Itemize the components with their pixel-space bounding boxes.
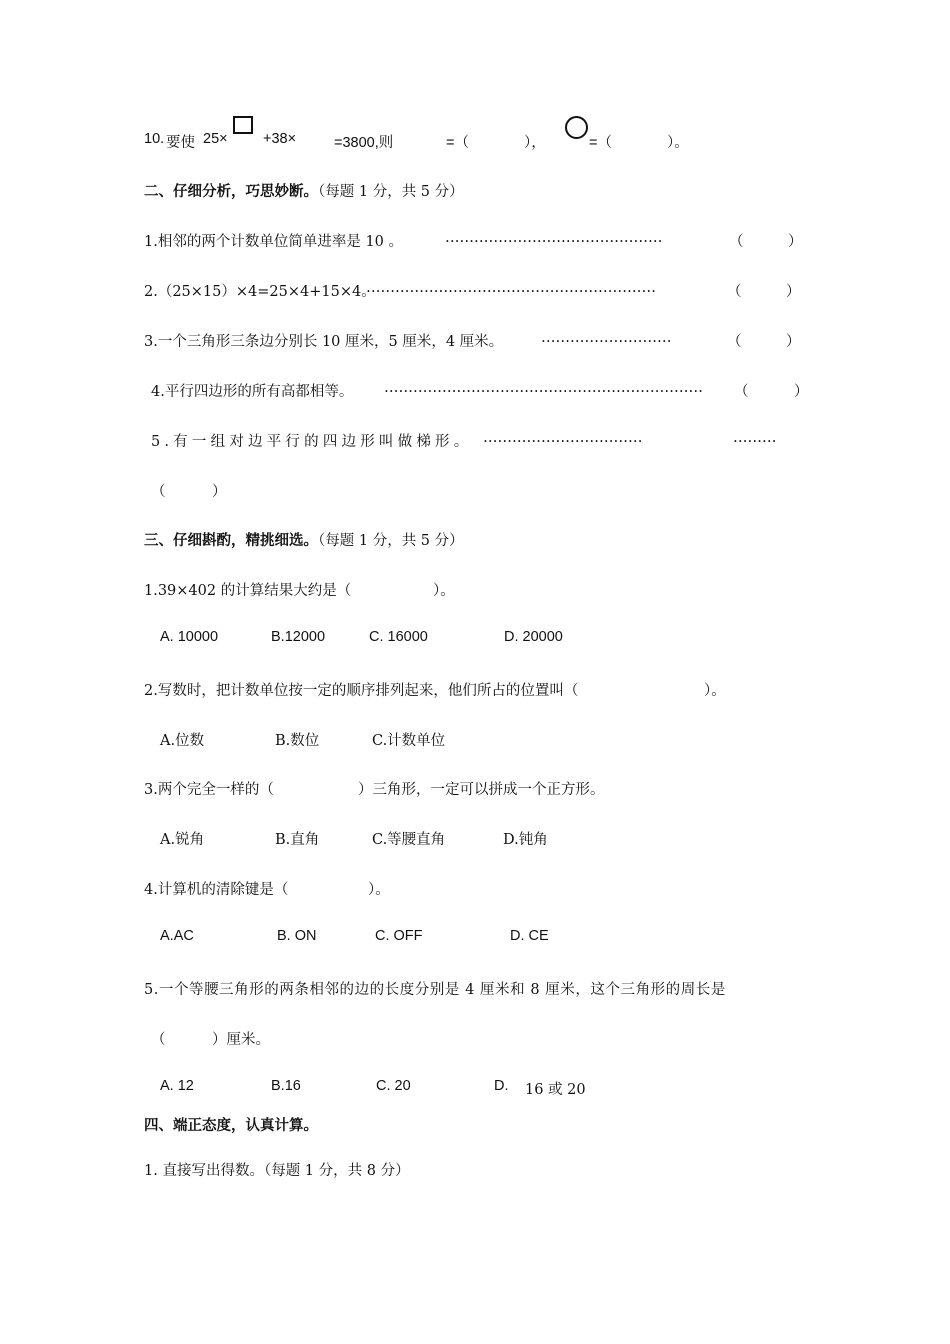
answer-paren-close: ） <box>786 334 801 350</box>
q10-blank-1-open: =（ <box>446 135 469 151</box>
option-b: B.12000 <box>271 629 326 645</box>
question-text: 3.两个完全一样的（ <box>144 782 274 798</box>
option-d: D. <box>494 1078 509 1094</box>
answer-paren-close: ） <box>786 284 801 300</box>
answer-paren-open: （ <box>734 384 749 400</box>
option-a: A.AC <box>160 928 194 944</box>
question-end: ）。 <box>704 683 726 699</box>
option-c: C.等腰直角 <box>372 832 446 848</box>
answer-paren-open: （ <box>727 284 742 300</box>
answer-paren-close: ） <box>788 234 803 250</box>
option-c: C.计数单位 <box>372 733 446 749</box>
judge-item-dots: ………………………………………………………… <box>384 380 703 396</box>
option-b: B.16 <box>271 1078 301 1094</box>
q10-equation: =3800,则 <box>334 135 394 151</box>
option-b: B.直角 <box>275 832 320 848</box>
question-end: ）厘米。 <box>212 1032 270 1048</box>
judge-item-dots-2: ……… <box>733 430 777 446</box>
option-a: A.锐角 <box>160 832 205 848</box>
judge-item-text: 5.有一组对边平行的四边形叫做梯形。 <box>151 434 473 450</box>
section-4-heading: 四、端正态度，认真计算。 <box>144 1117 318 1134</box>
circle-symbol <box>565 116 588 139</box>
answer-paren-open: （ <box>729 234 744 250</box>
question-end: ）。 <box>368 882 390 898</box>
section-4-note: （每题 1 分，共 8 分） <box>263 1163 410 1179</box>
option-a: A.位数 <box>160 733 205 749</box>
option-b: B. ON <box>277 928 317 944</box>
judge-item-text: 4.平行四边形的所有高都相等。 <box>151 384 354 400</box>
q10-text: 要使 <box>166 135 195 151</box>
q10-term-1: 25× <box>203 131 228 147</box>
option-d: D.钝角 <box>503 832 548 848</box>
question-text: 4.计算机的清除键是（ <box>144 882 289 898</box>
option-a: A. 10000 <box>160 629 219 645</box>
option-a: A. 12 <box>160 1078 194 1094</box>
square-symbol <box>233 116 253 134</box>
answer-paren-open: （ <box>151 484 166 500</box>
option-c: C. 16000 <box>369 629 428 645</box>
q10-blank-2-open: =（ <box>589 135 612 151</box>
section-4-subheading: 1. 直接写出得数。 <box>144 1163 264 1179</box>
q10-term-2: +38× <box>263 131 297 147</box>
judge-item-dots: …………………………………………………… <box>366 280 656 296</box>
answer-paren-close: ） <box>212 484 227 500</box>
question-text: 5.一个等腰三角形的两条相邻的边的长度分别是 4 厘米和 8 厘米，这个三角形的周长是 <box>144 982 726 998</box>
section-3-heading: 三、仔细斟酌，精挑细选。 <box>144 532 318 549</box>
question-paren-open: （ <box>151 1032 166 1048</box>
option-d: D. 20000 <box>504 629 563 645</box>
q10-number: 10. <box>144 131 165 147</box>
question-text: 1.39×402 的计算结果大约是（ <box>144 583 352 599</box>
option-d-value: 16 或 20 <box>525 1082 586 1098</box>
option-c: C. 20 <box>376 1078 411 1094</box>
judge-item-dots: ……………………… <box>541 330 672 346</box>
q10-blank-2-close: ）。 <box>667 135 689 151</box>
judge-item-text: 3.一个三角形三条边分别长 10 厘米，5 厘米，4 厘米。 <box>144 334 504 350</box>
answer-paren-close: ） <box>794 384 809 400</box>
option-c: C. OFF <box>375 928 423 944</box>
option-d: D. CE <box>510 928 549 944</box>
question-end: ）。 <box>433 583 455 599</box>
section-2-note: （每题 1 分，共 5 分） <box>318 184 464 200</box>
section-2-heading: 二、仔细分析，巧思妙断。 <box>144 183 318 200</box>
judge-item-dots: ……………………………………… <box>445 230 663 246</box>
question-end: ）三角形，一定可以拼成一个正方形。 <box>358 782 605 798</box>
q10-blank-1-close: ）， <box>524 135 546 151</box>
answer-paren-open: （ <box>727 334 742 350</box>
option-b: B.数位 <box>275 733 320 749</box>
judge-item-text: 2.（25×15）×4=25×4+15×4。 <box>144 284 376 300</box>
judge-item-dots: …………………………… <box>483 430 643 446</box>
question-text: 2.写数时，把计数单位按一定的顺序排列起来，他们所占的位置叫（ <box>144 683 579 699</box>
judge-item-text: 1.相邻的两个计数单位简单进率是 10 。 <box>144 234 404 250</box>
section-3-note: （每题 1 分，共 5 分） <box>318 533 464 549</box>
